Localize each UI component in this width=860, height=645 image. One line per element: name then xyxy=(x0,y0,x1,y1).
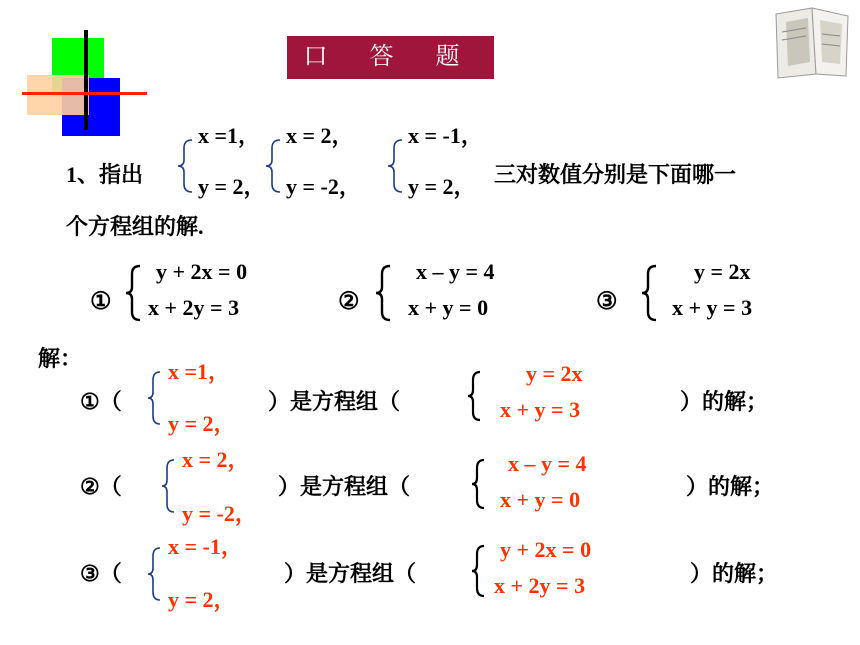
question-tail-1: 三对数值分别是下面哪一 xyxy=(494,162,737,187)
answer-2-system-brace xyxy=(470,458,486,510)
answer-1-end: ）的解； xyxy=(680,389,769,414)
answer-1-mark: ①（ xyxy=(80,389,122,414)
answer-2-y: y = -2， xyxy=(182,501,257,526)
answer-3-mid: ）是方程组（ xyxy=(284,561,417,586)
system-2-eq1: x – y = 4 xyxy=(416,259,495,284)
answer-3-mark: ③（ xyxy=(80,561,122,586)
system-1-eq2: x + 2y = 3 xyxy=(148,295,240,320)
answer-1-system-brace xyxy=(466,370,482,422)
answer-1-eq2: x + y = 3 xyxy=(500,397,581,422)
brace-set2 xyxy=(264,138,282,194)
answer-3-y: y = 2， xyxy=(168,587,236,612)
answer-2-end: ）的解； xyxy=(686,474,775,499)
answer-3-end: ）的解； xyxy=(690,561,779,586)
brace-set1 xyxy=(176,138,194,194)
answer-3-x: x = -1， xyxy=(168,534,243,559)
system-2-brace xyxy=(374,264,392,322)
system-3-mark: ③ xyxy=(596,289,618,315)
solution-label: 解： xyxy=(38,346,83,371)
set3-x: x = -1， xyxy=(408,123,483,148)
answer-2-eq1: x – y = 4 xyxy=(508,451,587,476)
system-2-eq2: x + y = 0 xyxy=(408,295,489,320)
system-2-mark: ② xyxy=(338,289,360,315)
system-1-brace xyxy=(124,264,142,322)
answer-1-xy-brace xyxy=(146,370,162,426)
system-3-eq1: y = 2x xyxy=(694,259,751,284)
answer-1-x: x =1， xyxy=(168,359,231,384)
brace-set3 xyxy=(386,138,404,194)
set1-x: x =1， xyxy=(198,123,261,148)
system-3-brace xyxy=(640,264,658,322)
set2-y: y = -2， xyxy=(286,174,361,199)
system-1-eq1: y + 2x = 0 xyxy=(156,259,248,284)
set2-x: x = 2， xyxy=(286,123,354,148)
question-tail-2: 个方程组的解. xyxy=(66,214,204,239)
set3-y: y = 2， xyxy=(408,174,476,199)
book-illustration xyxy=(772,4,852,80)
answer-1-eq1: y = 2x xyxy=(526,361,583,386)
answer-3-system-brace xyxy=(470,544,486,598)
decorative-logo xyxy=(22,30,147,135)
page-title: 口 答 题 xyxy=(287,36,494,79)
system-3-eq2: x + y = 3 xyxy=(672,295,753,320)
answer-3-eq2: x + 2y = 3 xyxy=(494,573,586,598)
answer-3-eq1: y + 2x = 0 xyxy=(500,537,592,562)
set1-y: y = 2， xyxy=(198,174,266,199)
answer-1-y: y = 2， xyxy=(168,411,236,436)
answer-2-mark: ②（ xyxy=(80,474,122,499)
answer-2-xy-brace xyxy=(160,458,176,514)
system-1-mark: ① xyxy=(90,289,112,315)
question-number: 1、指出 xyxy=(66,162,144,187)
answer-2-mid: ）是方程组（ xyxy=(278,474,411,499)
answer-2-x: x = 2， xyxy=(182,447,250,472)
answer-1-mid: ）是方程组（ xyxy=(268,389,401,414)
answer-2-eq2: x + y = 0 xyxy=(500,487,581,512)
answer-3-xy-brace xyxy=(146,546,162,602)
